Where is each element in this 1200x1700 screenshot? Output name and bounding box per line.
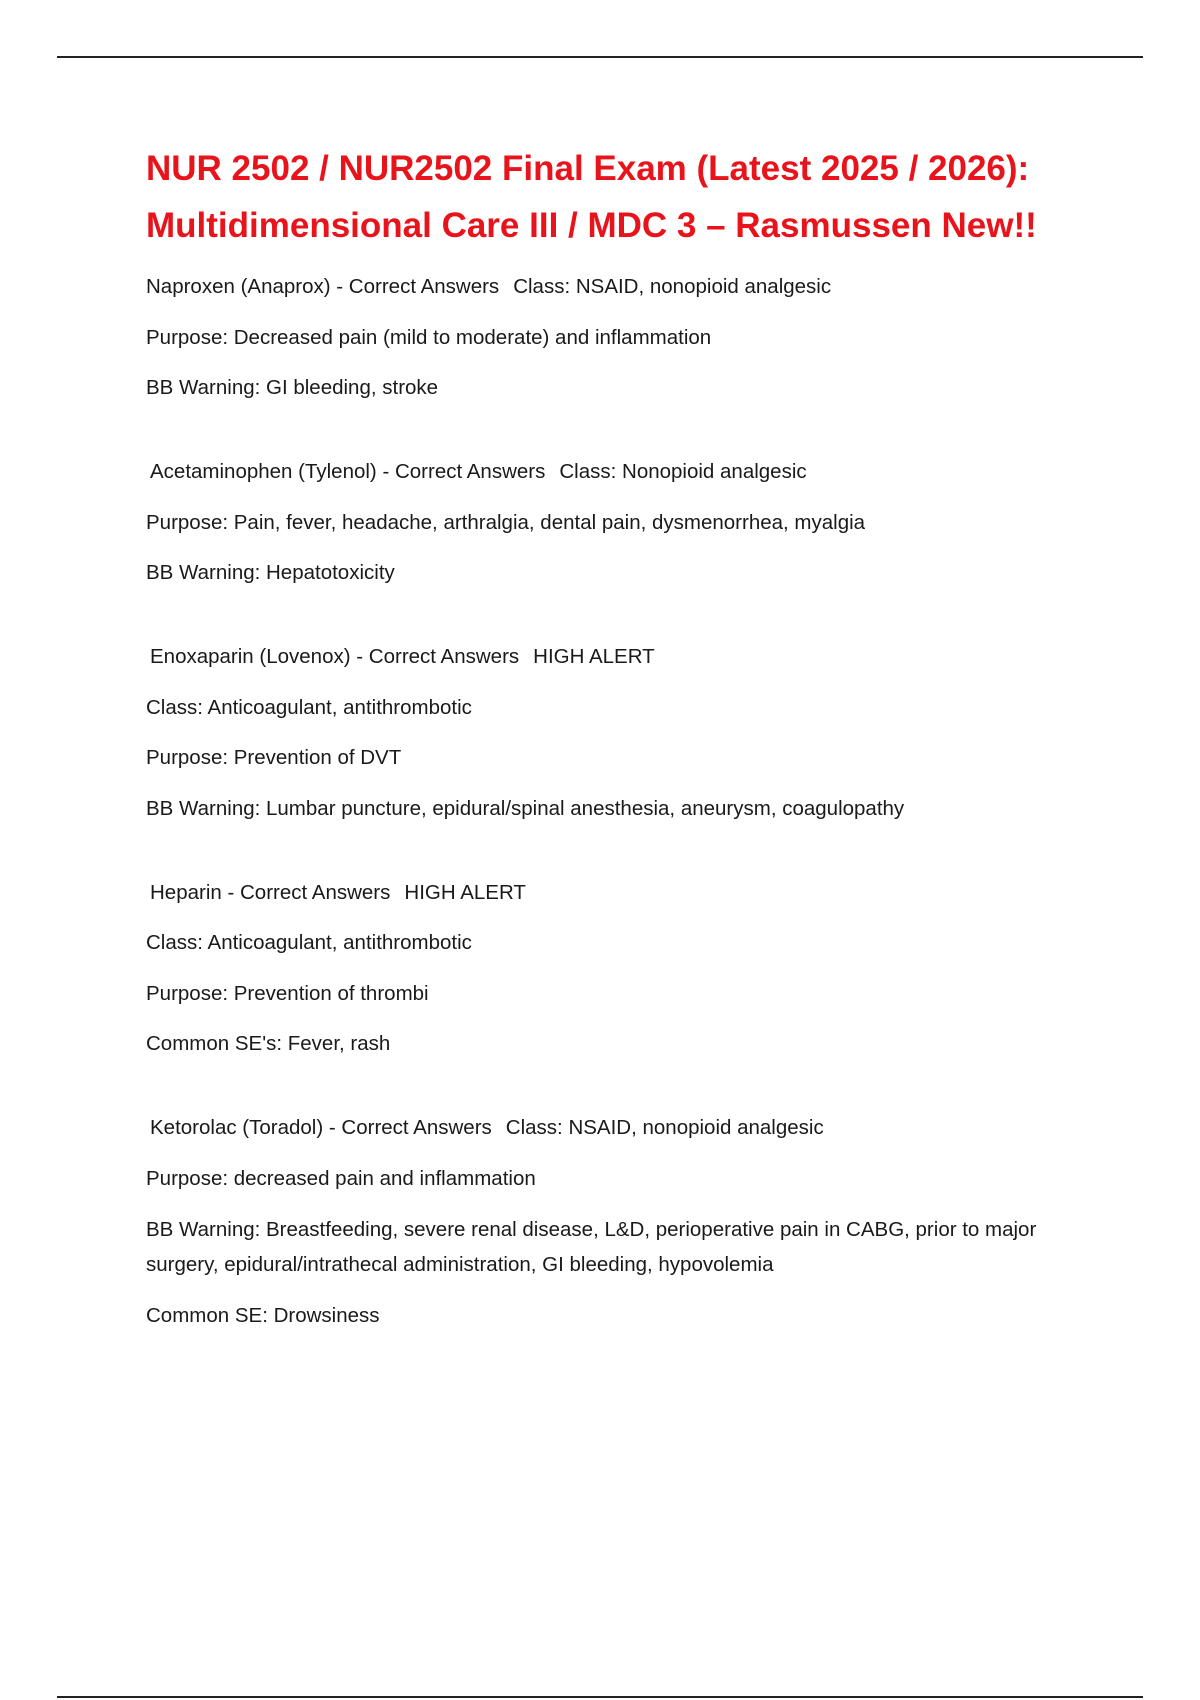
- drug-heading-detail: Class: NSAID, nonopioid analgesic: [505, 1116, 824, 1139]
- drug-name-answer: Acetaminophen (Tylenol) - Correct Answers: [150, 460, 546, 483]
- document-body: [146, 140, 1096, 1349]
- drug-detail-line: Purpose: Pain, fever, headache, arthralgia, dental pain, dysmenorrhea, myalgia: [146, 510, 866, 534]
- drug-heading: [146, 1111, 1096, 1145]
- header-rule: [57, 56, 1143, 58]
- footer-rule: [57, 1696, 1143, 1698]
- drug-name-answer: Heparin - Correct Answers: [150, 880, 391, 904]
- drug-detail-line: BB Warning: GI bleeding, stroke: [146, 376, 439, 399]
- document-title: [146, 140, 1096, 254]
- drug-detail-line: BB Warning: Lumbar puncture, epidural/spinal anesthesia, aneurysm, coagulopathy: [146, 796, 905, 820]
- drug-detail-line: BB Warning: Breastfeeding, severe renal disease, L&D, perioperative pain in CABG, prior to major surgery, epidural/intrathecal administration, GI bleeding, hypovolemia: [146, 1218, 1037, 1276]
- drug-entry-acetaminophen: [146, 455, 1096, 590]
- drug-detail-line: Purpose: Decreased pain (mild to moderate) and inflammation: [146, 325, 712, 349]
- drug-detail-line: Purpose: decreased pain and inflammation: [146, 1166, 536, 1190]
- drug-heading-detail: HIGH ALERT: [533, 645, 655, 668]
- drug-detail-line: Purpose: Prevention of DVT: [146, 746, 402, 769]
- drug-detail-line: Class: Anticoagulant, antithrombotic: [146, 931, 472, 954]
- drug-detail-line: BB Warning: Hepatotoxicity: [146, 561, 395, 584]
- drug-detail-line: Purpose: Prevention of thrombi: [146, 981, 429, 1005]
- drug-entry-ketorolac: [146, 1111, 1096, 1333]
- title-line-2: Multidimensional Care III / MDC 3 – Rasmussen New!!: [146, 206, 1037, 245]
- drug-heading-detail: HIGH ALERT: [404, 880, 526, 904]
- drug-entry-heparin: [146, 876, 1096, 1062]
- drug-entry-naproxen: [146, 270, 1096, 405]
- drug-heading: [146, 876, 1096, 910]
- title-line-1: NUR 2502 / NUR2502 Final Exam (Latest 2025 / 2026):: [146, 149, 1030, 188]
- drug-heading-detail: Class: NSAID, nonopioid analgesic: [513, 275, 832, 298]
- drug-name-answer: Enoxaparin (Lovenox) - Correct Answers: [150, 645, 520, 668]
- drug-name-answer: Naproxen (Anaprox) - Correct Answers: [146, 275, 500, 298]
- drug-detail-line: Common SE: Drowsiness: [146, 1303, 380, 1327]
- drug-heading: [146, 640, 1096, 674]
- drug-name-answer: Ketorolac (Toradol) - Correct Answers: [150, 1116, 492, 1139]
- drug-detail-line: Common SE's: Fever, rash: [146, 1032, 391, 1055]
- drug-detail-line: Class: Anticoagulant, antithrombotic: [146, 695, 472, 719]
- drug-entry-enoxaparin: [146, 640, 1096, 826]
- drug-heading: [146, 455, 1096, 489]
- drug-heading: [146, 270, 1096, 304]
- drug-heading-detail: Class: Nonopioid analgesic: [559, 460, 807, 483]
